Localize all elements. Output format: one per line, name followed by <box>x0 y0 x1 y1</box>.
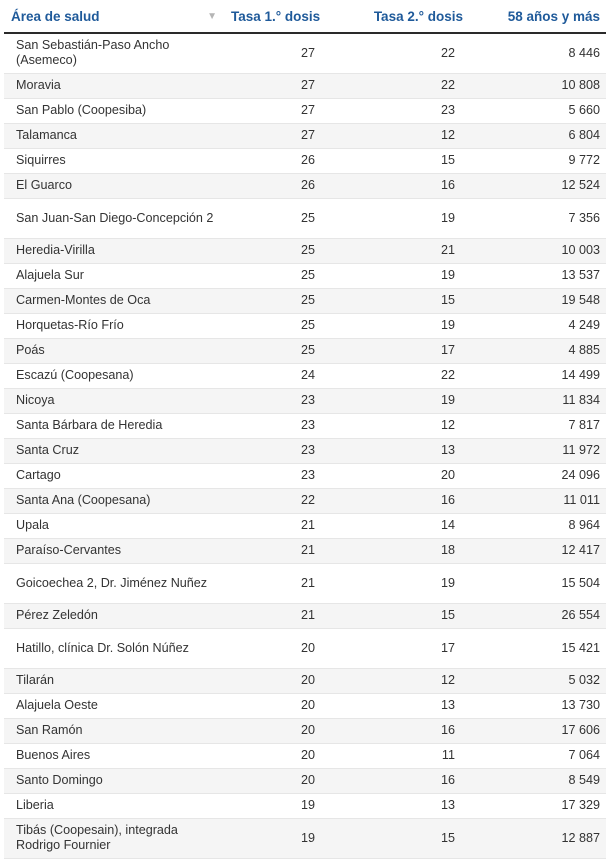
cell-area: Escazú (Coopesana) <box>4 363 225 388</box>
cell-tasa1: 21 <box>225 563 325 603</box>
cell-tasa1: 19 <box>225 818 325 858</box>
cell-58: 8 446 <box>469 33 606 73</box>
cell-58: 4 885 <box>469 338 606 363</box>
table-row <box>4 603 606 628</box>
cell-area: Moravia <box>4 73 225 98</box>
cell-area: El Guarco <box>4 173 225 198</box>
table-row <box>4 793 606 818</box>
cell-tasa1: 25 <box>225 198 325 238</box>
cell-area: Paraíso-Cervantes <box>4 538 225 563</box>
cell-58: 10 808 <box>469 73 606 98</box>
cell-58: 6 804 <box>469 123 606 148</box>
cell-tasa2: 13 <box>325 793 469 818</box>
cell-tasa1: 25 <box>225 338 325 363</box>
cell-58: 19 548 <box>469 288 606 313</box>
table-row <box>4 313 606 338</box>
cell-tasa1: 20 <box>225 768 325 793</box>
table-row <box>4 488 606 513</box>
cell-area: Liberia <box>4 793 225 818</box>
table-row <box>4 413 606 438</box>
cell-tasa1: 23 <box>225 438 325 463</box>
cell-area: Hatillo, clínica Dr. Solón Núñez <box>4 628 225 668</box>
table-body <box>4 33 606 858</box>
cell-tasa2: 12 <box>325 413 469 438</box>
cell-area: Goicoechea 2, Dr. Jiménez Nuñez <box>4 563 225 603</box>
cell-area: Poás <box>4 338 225 363</box>
table-header <box>4 0 606 33</box>
cell-tasa1: 23 <box>225 388 325 413</box>
table-row <box>4 743 606 768</box>
cell-tasa2: 19 <box>325 388 469 413</box>
table-row <box>4 513 606 538</box>
cell-area: Carmen-Montes de Oca <box>4 288 225 313</box>
column-header-tasa2-label: Tasa 2.° dosis <box>373 8 463 24</box>
cell-58: 11 834 <box>469 388 606 413</box>
table-row <box>4 538 606 563</box>
table-row <box>4 288 606 313</box>
cell-58: 24 096 <box>469 463 606 488</box>
table-row <box>4 718 606 743</box>
column-header-tasa1[interactable] <box>225 0 325 33</box>
cell-tasa1: 27 <box>225 123 325 148</box>
cell-tasa2: 19 <box>325 263 469 288</box>
cell-tasa1: 21 <box>225 513 325 538</box>
column-header-58[interactable] <box>469 0 606 33</box>
cell-tasa1: 25 <box>225 263 325 288</box>
table-row <box>4 263 606 288</box>
table-row <box>4 173 606 198</box>
cell-area: Siquirres <box>4 148 225 173</box>
cell-area: San Ramón <box>4 718 225 743</box>
cell-tasa2: 22 <box>325 33 469 73</box>
table-row <box>4 148 606 173</box>
cell-area: Tibás (Coopesain), integrada Rodrigo Fournier <box>4 818 225 858</box>
cell-tasa1: 20 <box>225 628 325 668</box>
cell-58: 8 964 <box>469 513 606 538</box>
cell-58: 7 064 <box>469 743 606 768</box>
cell-tasa2: 16 <box>325 173 469 198</box>
cell-area: San Juan-San Diego-Concepción 2 <box>4 198 225 238</box>
cell-area: Alajuela Oeste <box>4 693 225 718</box>
table-row <box>4 463 606 488</box>
cell-tasa2: 12 <box>325 668 469 693</box>
cell-tasa2: 14 <box>325 513 469 538</box>
table-row <box>4 438 606 463</box>
column-header-area-label: Área de salud <box>11 8 100 24</box>
cell-tasa1: 27 <box>225 73 325 98</box>
table-row <box>4 33 606 73</box>
cell-tasa1: 24 <box>225 363 325 388</box>
cell-58: 17 606 <box>469 718 606 743</box>
cell-58: 11 011 <box>469 488 606 513</box>
table-row <box>4 198 606 238</box>
sort-down-icon[interactable]: ▼ <box>207 10 217 22</box>
vaccination-table <box>4 0 606 859</box>
cell-58: 13 730 <box>469 693 606 718</box>
cell-58: 5 032 <box>469 668 606 693</box>
cell-area: Pérez Zeledón <box>4 603 225 628</box>
cell-58: 8 549 <box>469 768 606 793</box>
cell-area: Heredia-Virilla <box>4 238 225 263</box>
cell-tasa1: 23 <box>225 413 325 438</box>
cell-58: 17 329 <box>469 793 606 818</box>
cell-tasa2: 16 <box>325 768 469 793</box>
cell-58: 14 499 <box>469 363 606 388</box>
column-header-tasa2[interactable] <box>325 0 469 33</box>
cell-area: Santa Bárbara de Heredia <box>4 413 225 438</box>
cell-tasa1: 26 <box>225 173 325 198</box>
cell-tasa2: 22 <box>325 73 469 98</box>
cell-tasa1: 25 <box>225 238 325 263</box>
cell-58: 7 356 <box>469 198 606 238</box>
cell-area: Buenos Aires <box>4 743 225 768</box>
cell-tasa2: 17 <box>325 338 469 363</box>
cell-tasa1: 21 <box>225 603 325 628</box>
cell-tasa2: 19 <box>325 198 469 238</box>
table-row <box>4 338 606 363</box>
cell-58: 15 504 <box>469 563 606 603</box>
cell-tasa1: 27 <box>225 98 325 123</box>
column-header-58-label: 58 años y más <box>507 8 600 24</box>
cell-tasa2: 22 <box>325 363 469 388</box>
table-row <box>4 123 606 148</box>
column-header-area[interactable] <box>4 0 225 33</box>
cell-area: Santa Cruz <box>4 438 225 463</box>
cell-58: 15 421 <box>469 628 606 668</box>
table-row <box>4 363 606 388</box>
cell-tasa2: 12 <box>325 123 469 148</box>
table-row <box>4 73 606 98</box>
cell-tasa1: 25 <box>225 288 325 313</box>
table-row <box>4 628 606 668</box>
cell-58: 13 537 <box>469 263 606 288</box>
table-row <box>4 768 606 793</box>
cell-58: 12 417 <box>469 538 606 563</box>
header-row <box>4 0 606 33</box>
table-row <box>4 818 606 858</box>
cell-area: San Pablo (Coopesiba) <box>4 98 225 123</box>
cell-58: 11 972 <box>469 438 606 463</box>
cell-tasa1: 25 <box>225 313 325 338</box>
cell-tasa1: 27 <box>225 33 325 73</box>
table-row <box>4 563 606 603</box>
cell-tasa2: 21 <box>325 238 469 263</box>
cell-area: Santo Domingo <box>4 768 225 793</box>
cell-tasa2: 19 <box>325 563 469 603</box>
cell-tasa1: 19 <box>225 793 325 818</box>
cell-tasa2: 13 <box>325 438 469 463</box>
cell-tasa2: 17 <box>325 628 469 668</box>
cell-tasa2: 20 <box>325 463 469 488</box>
cell-tasa1: 20 <box>225 668 325 693</box>
cell-tasa2: 18 <box>325 538 469 563</box>
cell-tasa2: 15 <box>325 818 469 858</box>
cell-tasa2: 19 <box>325 313 469 338</box>
cell-tasa2: 15 <box>325 603 469 628</box>
cell-58: 5 660 <box>469 98 606 123</box>
cell-58: 26 554 <box>469 603 606 628</box>
column-header-tasa1-label: Tasa 1.° dosis <box>231 8 321 24</box>
table-row <box>4 98 606 123</box>
table-row <box>4 238 606 263</box>
cell-58: 10 003 <box>469 238 606 263</box>
cell-area: Tilarán <box>4 668 225 693</box>
cell-area: San Sebastián-Paso Ancho (Asemeco) <box>4 33 225 73</box>
cell-tasa1: 26 <box>225 148 325 173</box>
cell-area: Santa Ana (Coopesana) <box>4 488 225 513</box>
cell-tasa2: 13 <box>325 693 469 718</box>
cell-tasa2: 15 <box>325 148 469 173</box>
cell-area: Cartago <box>4 463 225 488</box>
cell-area: Upala <box>4 513 225 538</box>
cell-area: Nicoya <box>4 388 225 413</box>
cell-tasa2: 15 <box>325 288 469 313</box>
cell-area: Alajuela Sur <box>4 263 225 288</box>
cell-tasa1: 21 <box>225 538 325 563</box>
cell-tasa2: 11 <box>325 743 469 768</box>
table-row <box>4 388 606 413</box>
cell-tasa1: 22 <box>225 488 325 513</box>
cell-tasa2: 16 <box>325 718 469 743</box>
cell-58: 9 772 <box>469 148 606 173</box>
cell-tasa1: 20 <box>225 743 325 768</box>
cell-tasa1: 20 <box>225 718 325 743</box>
cell-area: Horquetas-Río Frío <box>4 313 225 338</box>
cell-58: 12 887 <box>469 818 606 858</box>
cell-tasa1: 23 <box>225 463 325 488</box>
cell-tasa2: 16 <box>325 488 469 513</box>
table-row <box>4 693 606 718</box>
cell-58: 7 817 <box>469 413 606 438</box>
cell-area: Talamanca <box>4 123 225 148</box>
cell-58: 4 249 <box>469 313 606 338</box>
table-row <box>4 668 606 693</box>
cell-tasa2: 23 <box>325 98 469 123</box>
cell-tasa1: 20 <box>225 693 325 718</box>
cell-58: 12 524 <box>469 173 606 198</box>
